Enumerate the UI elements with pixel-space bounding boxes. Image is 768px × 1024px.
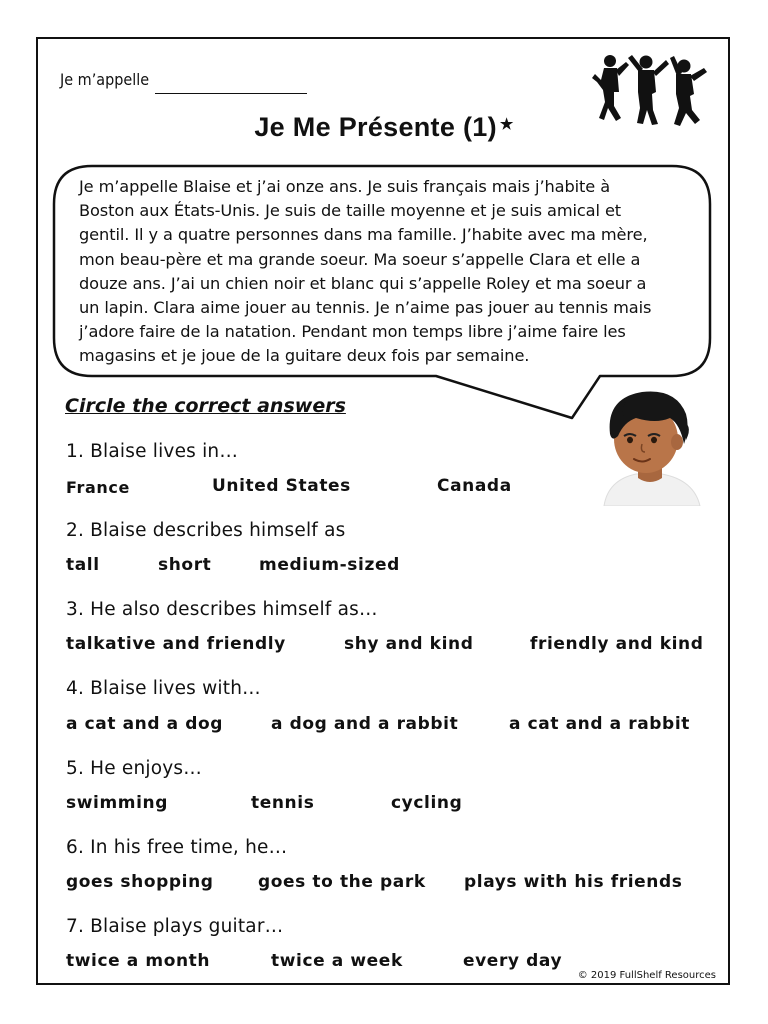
question-7: 7. Blaise plays guitar…: [66, 916, 284, 937]
q4-option-dog-rabbit[interactable]: a dog and a rabbit: [271, 714, 459, 734]
title-text: Je Me Présente (1): [254, 112, 497, 142]
passage-line: un lapin. Clara aime jouer au tennis. Je n’aime pas jouer au tennis mais: [79, 298, 652, 318]
name-label: Je m’appelle: [60, 70, 150, 89]
q5-option-cycling[interactable]: cycling: [391, 793, 463, 813]
passage-line: Je m’appelle Blaise et j’ai onze ans. Je suis français mais j’habite à: [79, 177, 611, 196]
q5-option-tennis[interactable]: tennis: [251, 793, 315, 813]
q2-option-medium-sized[interactable]: medium-sized: [259, 555, 400, 575]
q1-option-united-states[interactable]: United States: [212, 476, 351, 496]
star-icon: ★: [499, 116, 514, 133]
passage-line: magasins et je joue de la guitare deux fois par semaine.: [79, 346, 530, 366]
passage-text: [79, 175, 699, 369]
question-5: 5. He enjoys…: [66, 758, 202, 779]
copyright-footer: © 2019 FullShelf Resources: [577, 970, 716, 981]
q2-option-short[interactable]: short: [158, 555, 212, 575]
instructions-heading: Circle the correct answers: [65, 395, 346, 417]
passage-line: Boston aux États-Unis. Je suis de taille moyenne et je suis amical et: [79, 201, 622, 221]
passage-line: j’adore faire de la natation. Pendant mon temps libre j’aime faire les: [79, 322, 626, 342]
boy-avatar-icon: [590, 384, 708, 506]
q1-option-canada[interactable]: Canada: [437, 476, 512, 496]
q3-option-talkative-friendly[interactable]: talkative and friendly: [66, 634, 286, 654]
q6-option-goes-shopping[interactable]: goes shopping: [66, 872, 214, 892]
question-1: 1. Blaise lives in…: [66, 441, 239, 462]
q4-option-cat-dog[interactable]: a cat and a dog: [66, 714, 224, 734]
passage-line: gentil. Il y a quatre personnes dans ma famille. J’habite avec ma mère,: [79, 225, 648, 245]
q2-option-tall[interactable]: tall: [66, 555, 100, 575]
q3-option-shy-kind[interactable]: shy and kind: [344, 634, 474, 654]
q7-option-every-day[interactable]: every day: [463, 951, 563, 971]
q6-option-plays-with-friends[interactable]: plays with his friends: [464, 872, 683, 892]
q3-option-friendly-kind[interactable]: friendly and kind: [530, 634, 704, 654]
q5-option-swimming[interactable]: swimming: [66, 793, 168, 813]
question-2: 2. Blaise describes himself as: [66, 520, 346, 541]
q7-option-twice-week[interactable]: twice a week: [271, 951, 403, 971]
q7-option-twice-month[interactable]: twice a month: [66, 951, 211, 971]
passage-line: mon beau-père et ma grande soeur. Ma soeur s’appelle Clara et elle a: [79, 249, 641, 269]
question-3: 3. He also describes himself as…: [66, 599, 378, 620]
q6-option-goes-to-park[interactable]: goes to the park: [258, 872, 426, 892]
question-4: 4. Blaise lives with…: [66, 678, 261, 699]
q4-option-cat-rabbit[interactable]: a cat and a rabbit: [509, 714, 690, 734]
passage-line: douze ans. J’ai un chien noir et blanc qui s’appelle Roley et ma soeur a: [79, 273, 647, 293]
question-6: 6. In his free time, he…: [66, 837, 288, 858]
q1-option-france[interactable]: France: [66, 478, 130, 497]
